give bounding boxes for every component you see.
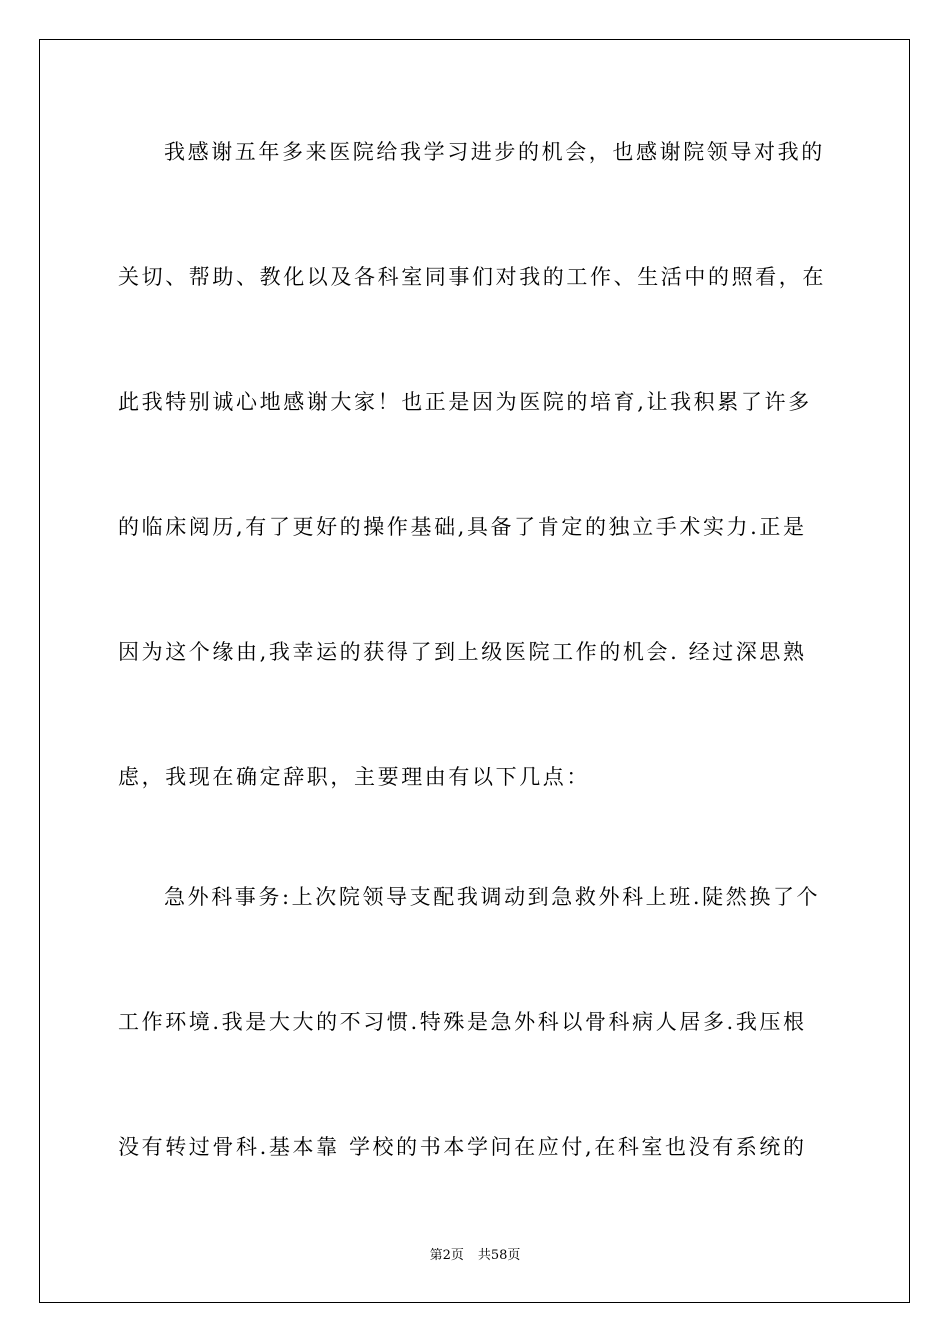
body-text-line: 没有转过骨科.基本靠 学校的书本学问在应付,在科室也没有系统的 (118, 1135, 807, 1159)
body-text-line: 因为这个缘由,我幸运的获得了到上级医院工作的机会. 经过深思熟 (118, 640, 807, 664)
page-footer (0, 1247, 950, 1265)
page-total: 共58页 (477, 1248, 521, 1263)
body-text-line: 工作环境.我是大大的不习惯.特殊是急外科以骨科病人居多.我压根 (118, 1010, 807, 1034)
body-text-line: 关切、帮助、教化以及各科室同事们对我的工作、生活中的照看，在 (118, 265, 826, 289)
body-text-line: 我感谢五年多来医院给我学习进步的机会，也感谢院领导对我的 (164, 140, 825, 164)
body-text-line: 虑，我现在确定辞职，主要理由有以下几点： (118, 765, 590, 789)
body-text-line: 的临床阅历,有了更好的操作基础,具备了肯定的独立手术实力.正是 (118, 515, 807, 539)
body-text-line: 此我特别诚心地感谢大家！也正是因为医院的培育,让我积累了许多 (118, 390, 812, 414)
body-text-line: 急外科事务:上次院领导支配我调动到急救外科上班.陡然换了个 (164, 885, 821, 909)
page-number: 第2页 (429, 1248, 464, 1263)
page-border (39, 39, 910, 1303)
